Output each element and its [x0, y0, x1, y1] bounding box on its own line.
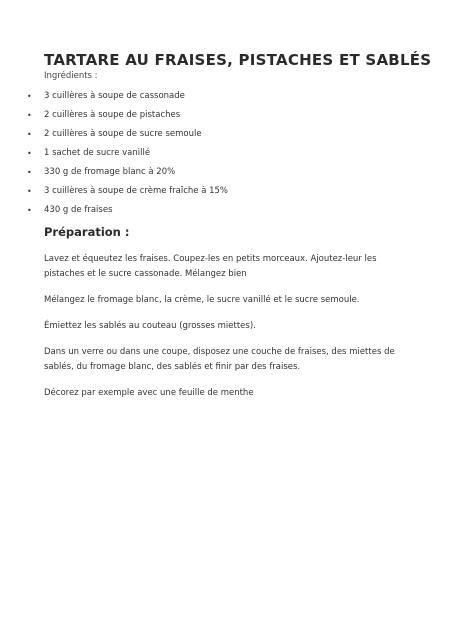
ingredient-item: [0, 110, 228, 129]
preparation-step: Mélangez le fromage blanc, la crème, le sucre vanillé et le sucre semoule.: [44, 295, 360, 305]
bullet-icon: •: [27, 168, 32, 177]
ingredient-item: [0, 205, 228, 224]
preparation-step: Dans un verre ou dans une coupe, disposez une couche de fraises, des miettes de sablés, du fromage blanc, des sablés et finir par des fraises.: [44, 347, 395, 372]
ingredient-text: 3 cuillères à soupe de cassonade: [44, 91, 185, 101]
ingredient-text: 2 cuillères à soupe de pistaches: [44, 110, 181, 120]
ingredient-item: [0, 167, 228, 186]
ingredient-text: 430 g de fraises: [44, 205, 113, 215]
bullet-icon: •: [27, 92, 32, 101]
ingredient-text: 3 cuillères à soupe de crème fraîche à 15%: [44, 186, 229, 196]
preparation-step: Décorez par exemple avec une feuille de menthe: [44, 388, 254, 398]
preparation-steps: [44, 252, 416, 412]
bullet-icon: •: [27, 111, 32, 120]
bullet-icon: •: [27, 130, 32, 139]
ingredient-text: 330 g de fromage blanc à 20%: [44, 167, 176, 177]
preparation-step: Lavez et équeutez les fraises. Coupez-les en petits morceaux. Ajoutez-leur les pistaches et le sucre cassonade. Mélangez bien: [44, 254, 377, 279]
ingredient-item: [0, 91, 228, 110]
ingredient-item: [0, 148, 228, 167]
ingredient-text: 2 cuillères à soupe de sucre semoule: [44, 129, 202, 139]
recipe-title: TARTARE AU FRAISES, PISTACHES ET SABLÉS: [44, 51, 432, 69]
bullet-icon: •: [27, 149, 32, 158]
bullet-icon: •: [27, 187, 32, 196]
ingredients-label: Ingrédients :: [44, 71, 98, 81]
ingredient-text: 1 sachet de sucre vanillé: [44, 148, 151, 158]
ingredient-item: [0, 186, 228, 205]
preparation-heading: Préparation :: [44, 225, 130, 239]
bullet-icon: •: [27, 206, 32, 215]
ingredient-list: [0, 91, 228, 224]
preparation-step: Émiettez les sablés au couteau (grosses miettes).: [44, 321, 256, 331]
ingredient-item: [0, 129, 228, 148]
